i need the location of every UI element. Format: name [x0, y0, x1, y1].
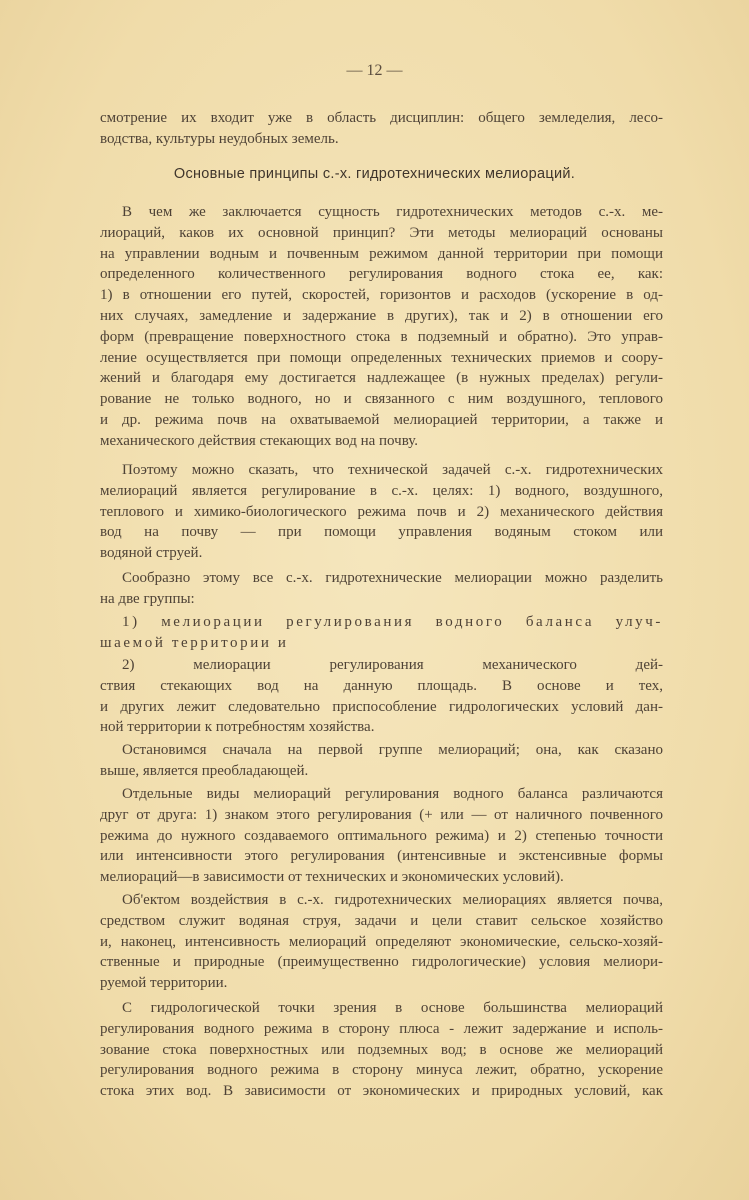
text-line: на управлении водным и почвенным режимом данной территории при помощи: [100, 245, 663, 262]
text-line: вод на почву — при помощи управления водяным стоком или: [100, 524, 663, 541]
text-line: В чем же заключается сущность гидротехнических методов с.-х. ме-: [122, 204, 663, 220]
text-line: на две группы:: [100, 590, 195, 607]
text-line: 1) мелиорации регулирования водного баланса улуч-: [122, 614, 663, 630]
text-line: жений и благодаря ему достигается надлежащее (в нужных пределах) регули-: [100, 370, 663, 387]
text-line: и др. режима почв на охватываемой мелиорацией территории, а также и: [100, 411, 663, 428]
paragraph: [100, 998, 663, 1102]
text-line: водяной струей.: [100, 545, 203, 562]
text-line: стока этих вод. В зависимости от экономических и природных условий, как: [100, 1083, 663, 1100]
paragraph: [100, 740, 663, 782]
text-line: определенного количественного регулирования водного стока ее, как:: [100, 266, 663, 283]
text-line: 1) в отношении его путей, скоростей, горизонтов и расходов (ускорение в од-: [100, 287, 663, 304]
text-line: мелиораций—в зависимости от технических и экономических условий).: [100, 869, 564, 886]
text-line: лиораций, каков их основной принцип? Эти методы мелиораций основаны: [100, 224, 663, 241]
paragraph: [100, 612, 663, 654]
text-line: ствия стекающих вод на данную площадь. В основе и тех,: [100, 677, 663, 694]
paragraph: [100, 202, 663, 452]
text-line: ление осуществляется при помощи определенных технических приемов и соору-: [100, 349, 663, 366]
text-line: Отдельные виды мелиораций регулирования водного баланса различаются: [122, 786, 663, 802]
section-heading: Основные принципы с.-х. гидротехнических мелиораций.: [173, 166, 576, 182]
paragraph: [100, 655, 663, 738]
text-line: водства, культуры неудобных земель.: [100, 130, 339, 147]
text-line: 2) мелиорации регулирования механического дей-: [122, 657, 663, 673]
page-number: — 12 —: [346, 62, 403, 79]
text-line: руемой территории.: [100, 975, 228, 992]
paragraph: [100, 568, 663, 610]
paragraph: [100, 784, 663, 888]
text-line: них случаях, замедление и задержание в других), так и 2) в отношении его: [100, 307, 663, 324]
text-line: и, наконец, интенсивность мелиораций определяют экономические, сельско-хозяй-: [100, 933, 663, 950]
text-line: рование не только водного, но и связанного с ним воздушного, теплового: [100, 391, 663, 408]
text-line: механического действия стекающих вод на почву.: [100, 432, 419, 449]
text-line: Поэтому можно сказать, что технической задачей с.-х. гидротехнических: [122, 462, 663, 478]
text-line: смотрение их входит уже в область дисциплин: общего земледелия, лесо-: [100, 110, 663, 126]
text-line: средством служит водяная струя, задачи и цели ставит сельское хозяйство: [100, 912, 663, 929]
text-line: форм (превращение поверхностного стока в подземный и обратно). Это управ-: [100, 328, 663, 345]
text-line: регулирования водного режима в сторону минуса лежит, обратно, ускорение: [100, 1062, 663, 1079]
text-line: теплового и химико-биологического режима почв и 2) механического действия: [100, 503, 663, 520]
text-line: ной территории к потребностям хозяйства.: [100, 719, 375, 736]
text-line: или интенсивности этого регулирования (интенсивные и экстенсивные формы: [100, 848, 663, 865]
text-line: Об'ектом воздействия в с.-х. гидротехнических мелиорациях является почва,: [122, 892, 663, 908]
text-line: и других лежит следовательно приспособление гидрологических условий дан-: [100, 698, 663, 715]
text-line: С гидрологической точки зрения в основе большинства мелиораций: [122, 1000, 663, 1016]
text-line: выше, является преобладающей.: [100, 762, 309, 779]
text-line: регулирования водного режима в сторону плюса - лежит задержание и исполь-: [100, 1020, 663, 1037]
text-line: Остановимся сначала на первой группе мелиораций; она, как сказано: [122, 742, 663, 758]
text-line: мелиораций является регулирование в с.-х. целях: 1) водного, воздушного,: [100, 482, 663, 499]
text-line: шаемой территории и: [100, 634, 289, 651]
text-line: ственные и природные (преимущественно гидрологические) условия мелиори-: [100, 954, 663, 971]
text-line: зование стока поверхностных или подземных вод; в основе же мелиораций: [100, 1041, 663, 1058]
paragraph: [100, 460, 663, 564]
paragraph: [100, 890, 663, 994]
text-line: режима до нужного создаваемого оптимального режима) и 2) степенью точности: [100, 827, 663, 844]
text-line: Сообразно этому все с.-х. гидротехнические мелиорации можно разделить: [122, 570, 663, 586]
paragraph: [100, 108, 663, 150]
text-line: друг от друга: 1) знаком этого регулирования (+ или — от наличного почвенного: [100, 806, 663, 823]
